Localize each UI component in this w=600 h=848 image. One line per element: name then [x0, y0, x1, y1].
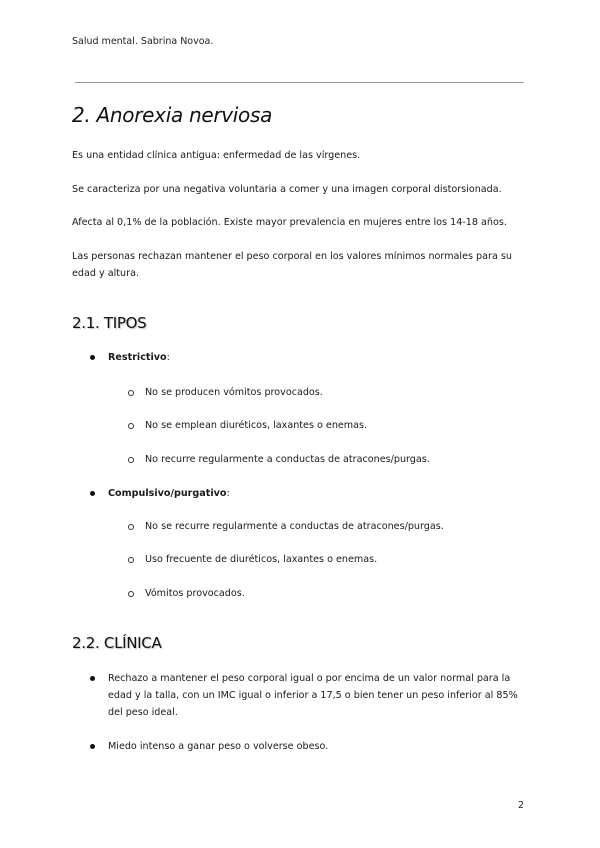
list-item-suffix: : — [166, 352, 170, 363]
paragraph: Es una entidad clínica antigua: enfermedad de las vírgenes. — [72, 150, 361, 161]
circle-bullet-icon — [128, 557, 134, 563]
header-divider — [75, 82, 524, 83]
list-item-text: Miedo intenso a ganar peso o volverse obeso. — [108, 741, 329, 752]
paragraph: Afecta al 0,1% de la población. Existe mayor prevalencia en mujeres entre los 14-18 años. — [72, 217, 507, 228]
subsection-title-clinica: 2.2. CLÍNICA — [72, 634, 162, 652]
section-title: 2. Anorexia nerviosa — [72, 103, 273, 127]
circle-bullet-icon — [128, 423, 134, 429]
list-item-text: Rechazo a mantener el peso corporal igual o por encima de un valor normal para la edad y la talla, con un IMC igual o inferior a 17,5 o bien tener un peso inferior al 85% del peso ideal. — [108, 673, 518, 718]
paragraph: Se caracteriza por una negativa voluntaria a comer y una imagen corporal distorsionada. — [72, 184, 502, 195]
sub-list-item-text: Vómitos provocados. — [145, 588, 245, 599]
circle-bullet-icon — [128, 390, 134, 396]
list-item-suffix: : — [226, 488, 230, 499]
list-item-label: Compulsivo/purgativo — [108, 488, 227, 499]
sub-list-item-text: Uso frecuente de diuréticos, laxantes o enemas. — [145, 554, 378, 565]
bullet-icon — [90, 355, 95, 360]
sub-list-item-text: No recurre regularmente a conductas de atracones/purgas. — [145, 454, 430, 465]
sub-list-item-text: No se emplean diuréticos, laxantes o enemas. — [145, 420, 368, 431]
page-number: 2 — [518, 800, 525, 811]
circle-bullet-icon — [128, 524, 134, 530]
running-header: Salud mental. Sabrina Novoa. — [72, 36, 214, 47]
bullet-icon — [90, 676, 95, 681]
subsection-title-tipos: 2.1. TIPOS — [72, 314, 147, 332]
paragraph: Las personas rechazan mantener el peso corporal en los valores mínimos normales para su edad y altura. — [72, 251, 512, 279]
list-item-label: Restrictivo — [108, 352, 167, 363]
sub-list-item-text: No se recurre regularmente a conductas de atracones/purgas. — [145, 521, 444, 532]
bullet-icon — [90, 491, 95, 496]
bullet-icon — [90, 744, 95, 749]
circle-bullet-icon — [128, 591, 134, 597]
sub-list-item-text: No se producen vómitos provocados. — [145, 387, 323, 398]
circle-bullet-icon — [128, 457, 134, 463]
